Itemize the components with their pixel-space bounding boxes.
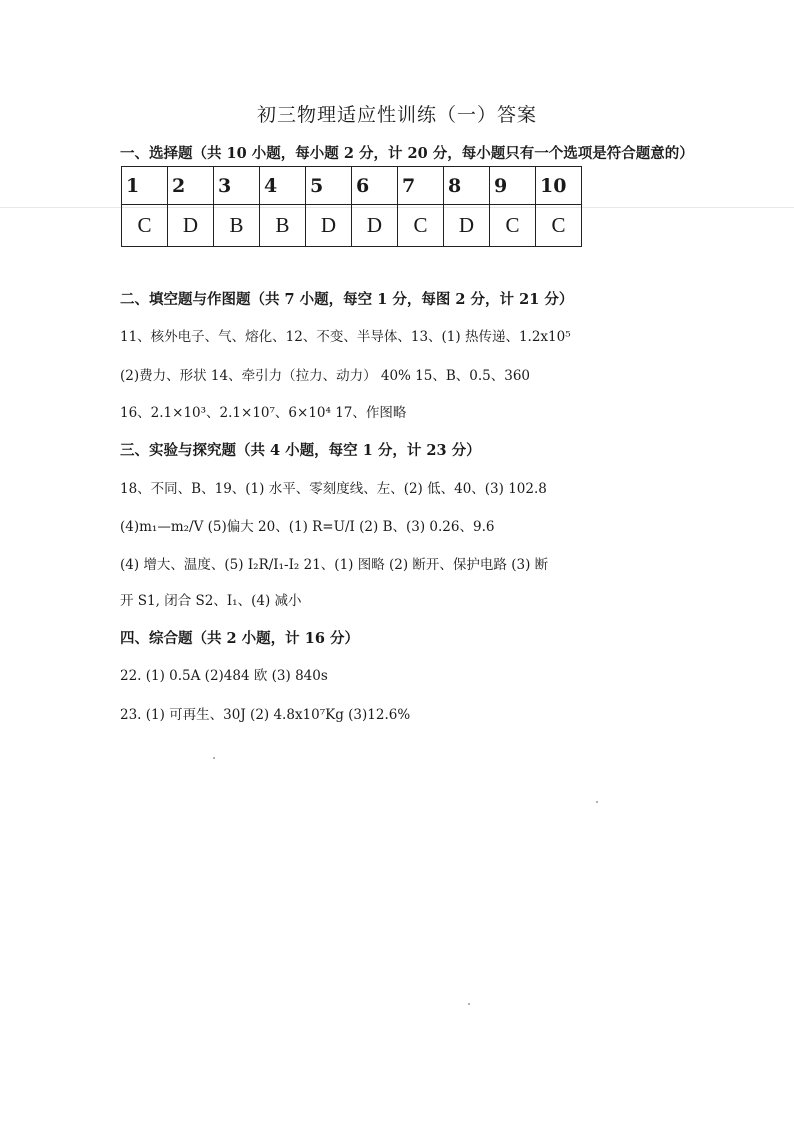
scan-speck	[596, 801, 598, 803]
answer-line: 22. (1) 0.5A (2)484 欧 (3) 840s	[120, 668, 328, 684]
question-number-cell: 9	[490, 167, 536, 205]
answer-letter-cell: D	[306, 205, 352, 247]
page-title: 初三物理适应性训练（一）答案	[256, 104, 537, 126]
answer-letter-cell: C	[536, 205, 582, 247]
answer-letter-cell: C	[398, 205, 444, 247]
question-number-cell: 1	[122, 167, 168, 205]
answer-letter-cell: B	[214, 205, 260, 247]
answer-letter-cell: C	[122, 205, 168, 247]
answer-line: 18、不同、B、19、(1) 水平、零刻度线、左、(2) 低、40、(3) 102.8	[120, 481, 547, 497]
answer-letter-cell: D	[444, 205, 490, 247]
answer-line: 23. (1) 可再生、30J (2) 4.8x10⁷Kg (3)12.6%	[120, 707, 411, 723]
answer-line: (4) 增大、温度、(5) I₂R/I₁-I₂ 21、(1) 图略 (2) 断开、保护电路 (3) 断	[120, 557, 549, 573]
answer-line: (4)m₁—m₂/V (5)偏大 20、(1) R=U/I (2) B、(3) 0.26、9.6	[120, 519, 495, 535]
scan-speck	[468, 1003, 470, 1005]
question-number-cell: 3	[214, 167, 260, 205]
question-number-cell: 2	[168, 167, 214, 205]
section-2-heading: 二、填空题与作图题（共 7 小题，每空 1 分，每图 2 分，计 21 分）	[120, 291, 574, 308]
section-1-heading: 一、选择题（共 10 小题，每小题 2 分，计 20 分，每小题只有一个选项是符合题意的）	[120, 145, 694, 162]
answer-letter-cell: B	[260, 205, 306, 247]
answer-letter-row	[122, 205, 582, 247]
scan-speck	[213, 757, 215, 759]
answer-line: 11、核外电子、气、熔化、12、不变、半导体、13、(1) 热传递、1.2x10⁵	[120, 329, 571, 345]
question-number-cell: 4	[260, 167, 306, 205]
answer-letter-cell: C	[490, 205, 536, 247]
answer-line: (2)费力、形状 14、牵引力（拉力、动力） 40% 15、B、0.5、360	[120, 368, 531, 384]
question-number-cell: 5	[306, 167, 352, 205]
section-3-heading: 三、实验与探究题（共 4 小题，每空 1 分，计 23 分）	[120, 442, 481, 459]
answer-line: 开 S1, 闭合 S2、I₁、(4) 减小	[120, 593, 302, 609]
answer-line: 16、2.1×10³、2.1×10⁷、6×10⁴ 17、作图略	[120, 405, 407, 421]
question-number-row	[122, 167, 582, 205]
question-number-cell: 7	[398, 167, 444, 205]
question-number-cell: 8	[444, 167, 490, 205]
answer-letter-cell: D	[168, 205, 214, 247]
question-number-cell: 6	[352, 167, 398, 205]
section-4-heading: 四、综合题（共 2 小题，计 16 分）	[120, 630, 359, 647]
answer-letter-cell: D	[352, 205, 398, 247]
choice-answer-table	[121, 166, 582, 247]
question-number-cell: 10	[536, 167, 582, 205]
